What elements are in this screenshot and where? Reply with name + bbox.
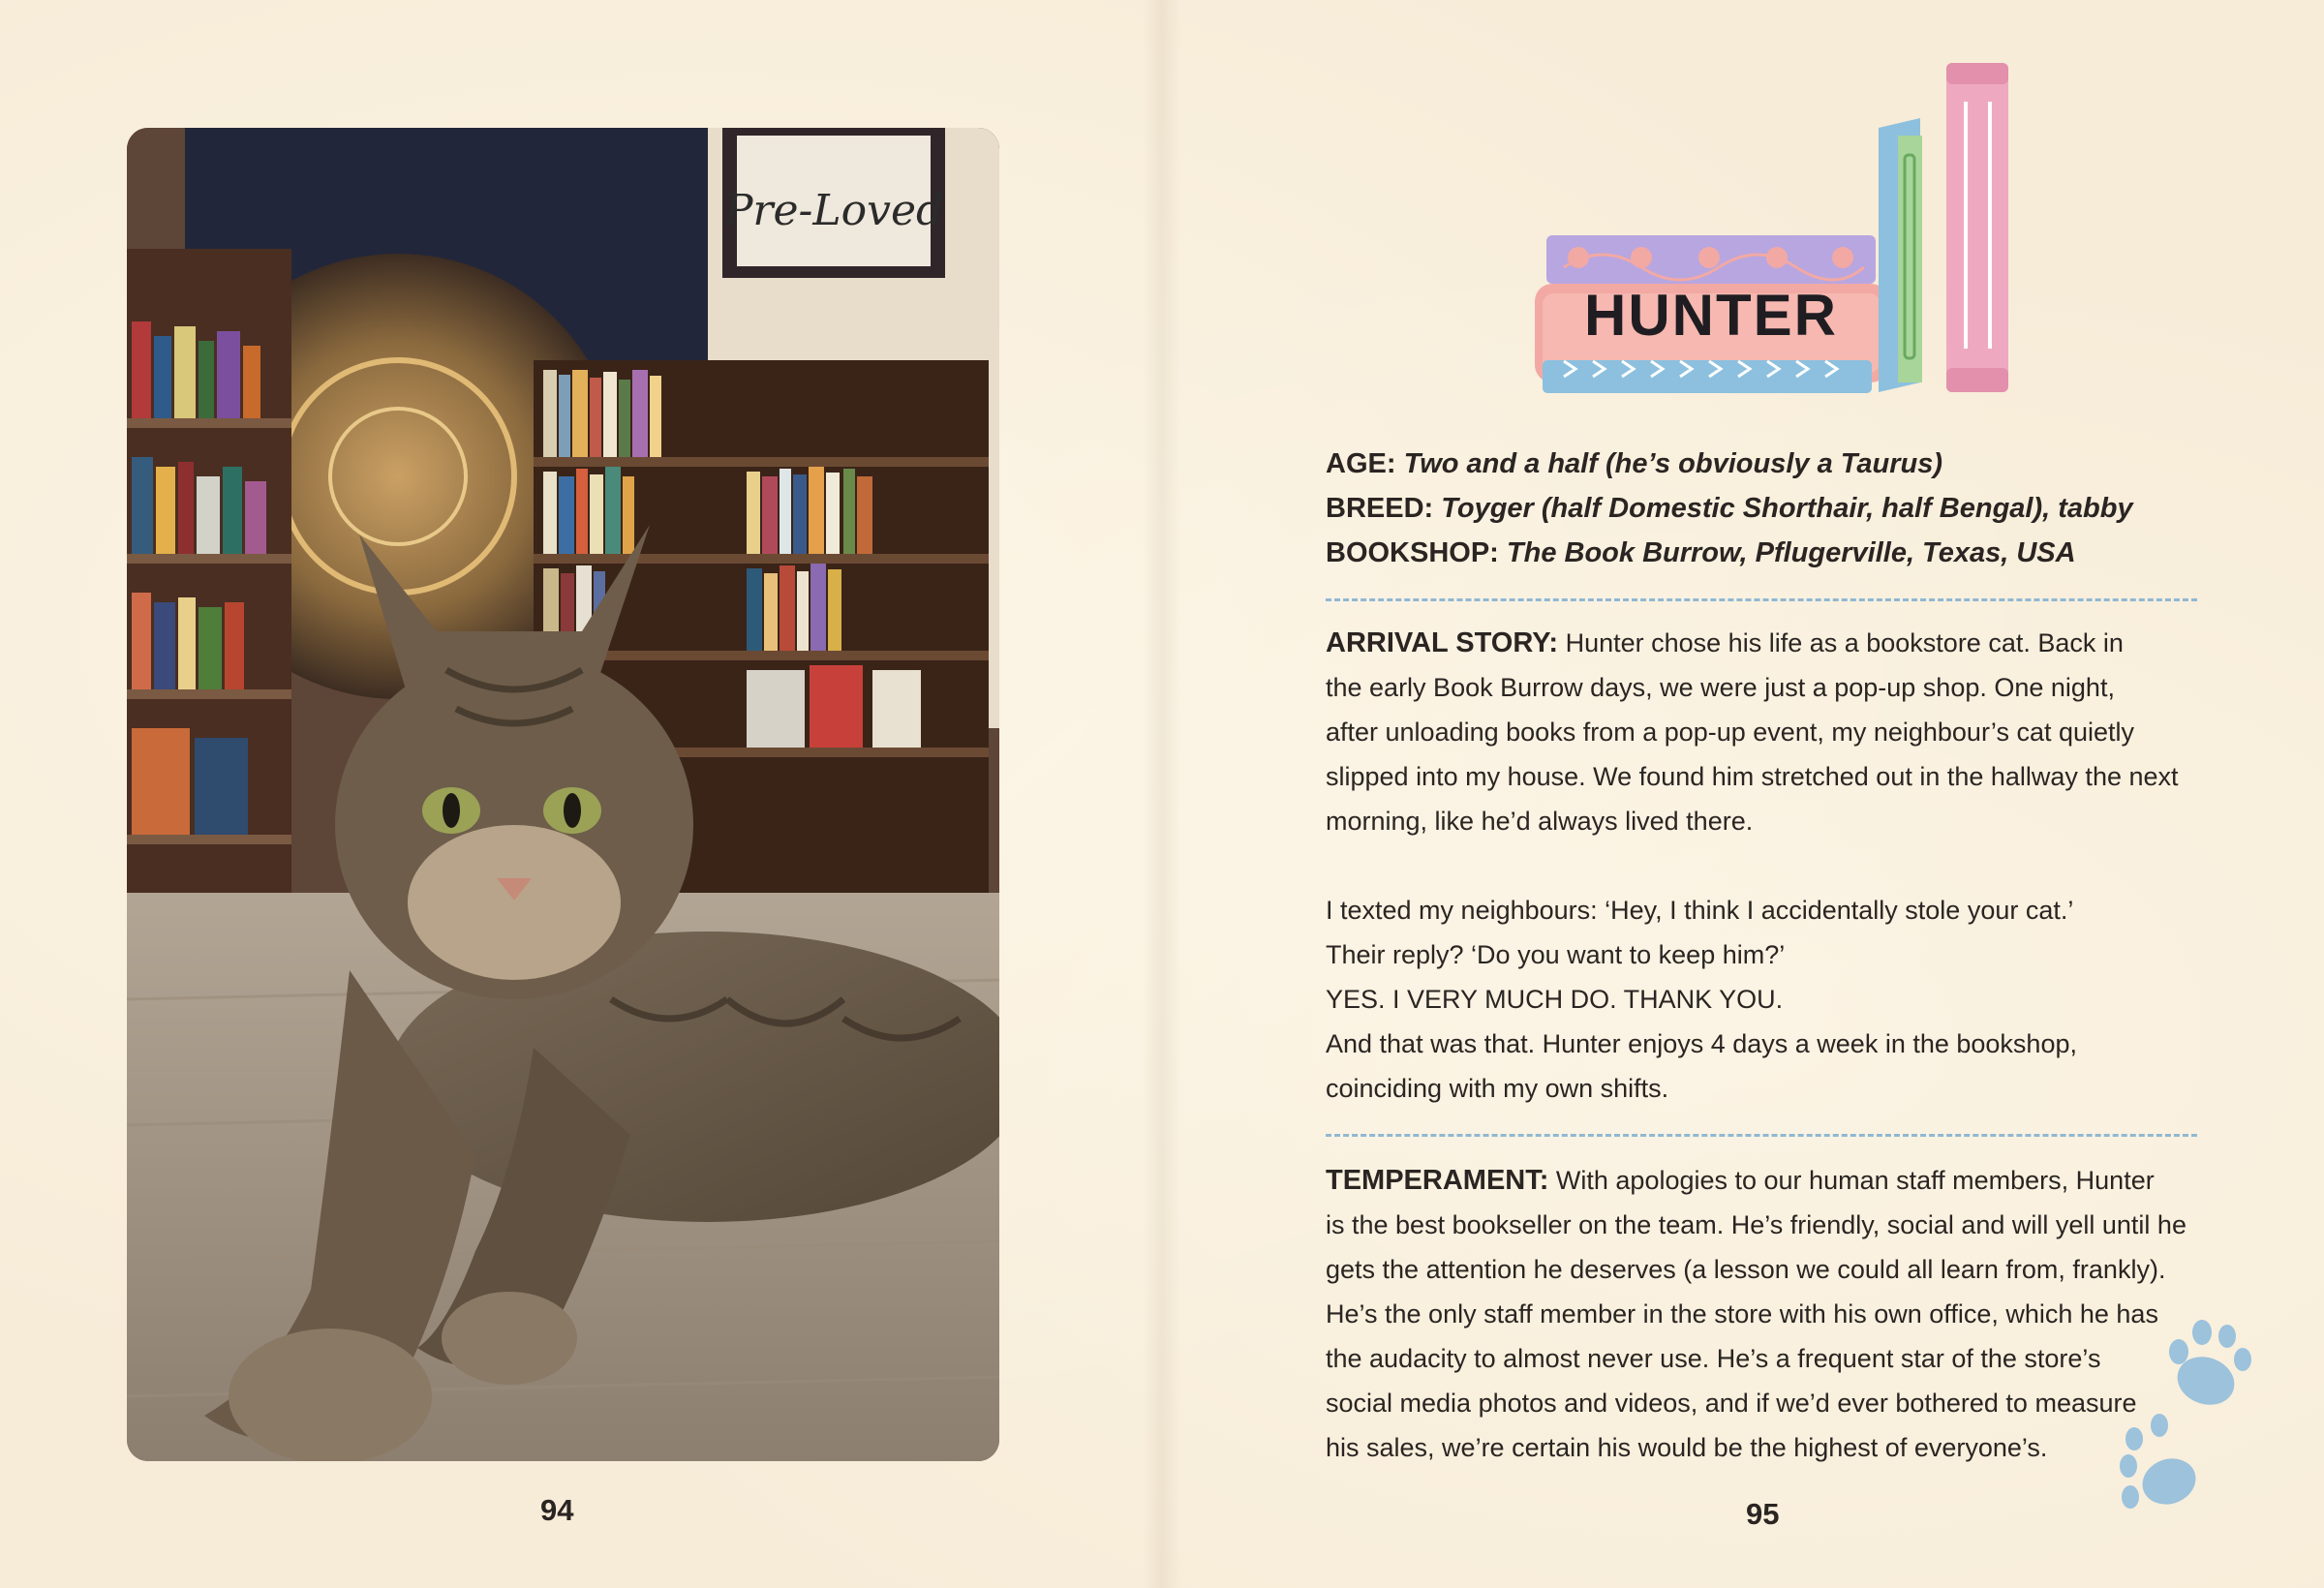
temperament-line: He’s the only staff member in the store with his own office, which he has (1326, 1299, 2158, 1328)
texted-story-line: I texted my neighbours: ‘Hey, I think I accidentally stole your cat.’ (1326, 896, 2074, 925)
fact-bookshop-label: BOOKSHOP: (1326, 537, 1499, 568)
arrival-story-line: slipped into my house. We found him stretched out in the hallway the next (1326, 762, 2179, 791)
page-number-right: 95 (1746, 1497, 1780, 1531)
cat-name-title: HUNTER (1584, 283, 1838, 348)
page-number-left: 94 (540, 1493, 574, 1527)
fact-age (1326, 442, 2133, 486)
temperament-line: the audacity to almost never use. He’s a frequent star of the store’s (1326, 1344, 2101, 1373)
fact-age-value: Two and a half (he’s obviously a Taurus) (1403, 448, 1943, 479)
texted-story-line: And that was that. Hunter enjoys 4 days a week in the bookshop, (1326, 1029, 2077, 1058)
arrival-story-label: ARRIVAL STORY: (1326, 627, 1559, 658)
arrival-story-line (1326, 621, 2179, 665)
temperament-line: gets the attention he deserves (a lesson we could all learn from, frankly). (1326, 1255, 2166, 1284)
arrival-story-line: morning, like he’d always lived there. (1326, 807, 1754, 836)
texted-story-line: Their reply? ‘Do you want to keep him?’ (1326, 940, 1786, 969)
books-stack-icon (1535, 58, 2019, 402)
book-gutter (1143, 0, 1181, 1588)
cat-photo (127, 128, 999, 1461)
arrival-story-line: after unloading books from a pop-up event, my neighbour’s cat quietly (1326, 718, 2135, 747)
fact-breed (1326, 486, 2133, 531)
arrival-story (1326, 621, 2179, 843)
temperament-line: his sales, we’re certain his would be the highest of everyone’s. (1326, 1433, 2048, 1462)
temperament-line: is the best bookseller on the team. He’s friendly, social and will yell until he (1326, 1210, 2186, 1239)
fact-breed-value: Toyger (half Domestic Shorthair, half Bengal), tabby (1441, 493, 2133, 524)
temperament-line (1326, 1158, 2186, 1203)
fact-bookshop (1326, 531, 2133, 575)
arrival-story-text: Hunter chose his life as a bookstore cat. Back in (1565, 628, 2124, 657)
temperament-label: TEMPERAMENT: (1326, 1165, 1549, 1196)
cat-photo-illustration (127, 128, 999, 1461)
temperament (1326, 1158, 2186, 1470)
dashed-divider (1326, 1134, 2197, 1137)
arrival-story-line: the early Book Burrow days, we were just a pop-up shop. One night, (1326, 673, 2115, 702)
fact-breed-label: BREED: (1326, 493, 1434, 524)
paw-print-icon (2109, 1305, 2283, 1528)
dashed-divider (1326, 598, 2197, 601)
temperament-text: With apologies to our human staff members, Hunter (1555, 1166, 2155, 1195)
texted-story-line: YES. I VERY MUCH DO. THANK YOU. (1326, 985, 1784, 1014)
fact-age-label: AGE: (1326, 448, 1396, 479)
fact-bookshop-value: The Book Burrow, Pflugerville, Texas, USA (1506, 537, 2076, 568)
texted-story-line: coinciding with my own shifts. (1326, 1074, 1669, 1103)
pre-loved-sign: Pre-Loved (723, 186, 944, 235)
texted-story (1326, 888, 2077, 1111)
cat-facts (1326, 442, 2133, 575)
temperament-line: social media photos and videos, and if we’d ever bothered to measure (1326, 1389, 2137, 1418)
